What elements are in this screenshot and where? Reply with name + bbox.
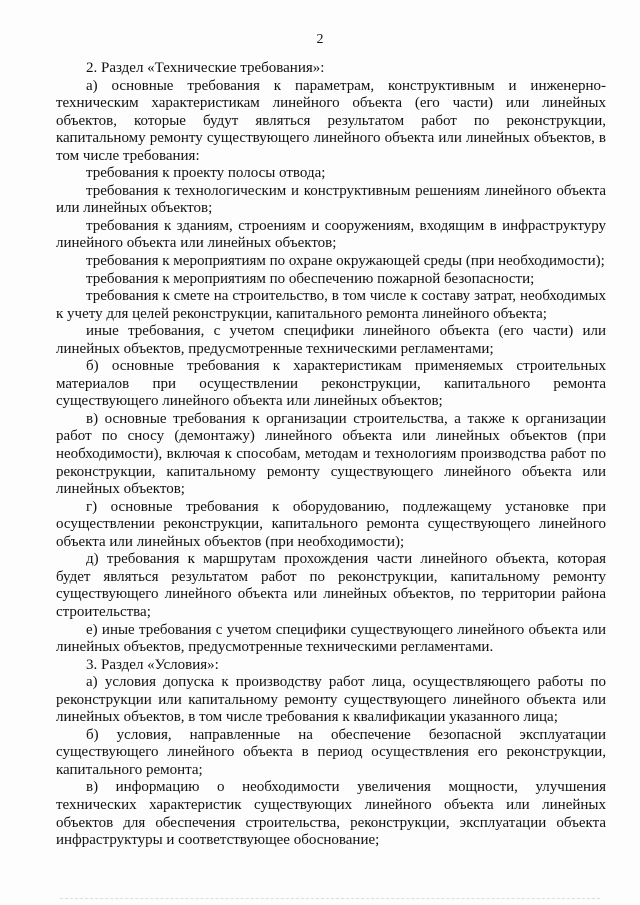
paragraph: а) условия допуска к производству работ лица, осуществляющего работы по реконструкции или капитальному ремонту существующего линейного объекта или линейных объектов, в том числе требования к квалификации указанного лица;: [56, 674, 606, 726]
paragraph: требования к мероприятиям по охране окружающей среды (при необходимости);: [86, 253, 605, 270]
paragraph: г) основные требования к оборудованию, подлежащему установке при осуществлении реконструкции, капитального ремонта существующего линейного объекта или линейных объектов (при необходимости);: [56, 498, 606, 550]
paragraph: в) информацию о необходимости увеличения мощности, улучшения технических характеристик существующих линейного объекта или линейных объектов для обеспечения строительства, реконструкции, эксплуатации объекта инфраструктуры и соответствующее обоснование;: [56, 779, 606, 849]
section-heading-technical: 2. Раздел «Технические требования»:: [86, 60, 325, 76]
paragraph: требования к технологическим и конструктивным решениям линейного объекта или линейных объектов;: [56, 182, 606, 217]
paragraph: е) иные требования с учетом специфики существующего линейного объекта или линейных объектов, предусмотренные техническими регламентами.: [56, 621, 606, 656]
section-heading-conditions: 3. Раздел «Условия»:: [86, 656, 219, 673]
paragraph: иные требования, с учетом специфики линейного объекта (его части) или линейных объектов, предусмотренные техническими регламентами;: [56, 323, 606, 357]
page-number: 2: [316, 32, 324, 47]
document-body: [56, 60, 606, 850]
paragraph: требования к мероприятиям по обеспечению пожарной безопасности;: [86, 270, 535, 287]
paragraph: в) основные требования к организации строительства, а также к организации работ по сносу (демонтажу) линейного объекта или линейных объектов (при необходимости), включая к способам, методам и технологиям производства работ по реконструкции, капитальному ремонту существующего линейного объекта или линейных объектов;: [56, 410, 606, 498]
paragraph: б) условия, направленные на обеспечение безопасной эксплуатации существующего линейного объекта в период осуществления его реконструкции, капитального ремонта;: [56, 726, 606, 778]
paragraph: требования к проекту полосы отвода;: [86, 165, 326, 182]
scan-artifact-line: [60, 898, 600, 901]
paragraph: а) основные требования к параметрам, конструктивным и инженерно-техническим характеристикам линейного объекта (его части) или линейных объектов, которые будут являться результатом работ по реконструкции, капитальному ремонту существующего линейного объекта или линейных объектов, в том числе требования:: [56, 77, 606, 164]
paragraph: требования к смете на строительство, в том числе к составу затрат, необходимых к учету для целей реконструкции, капитального ремонта линейного объекта;: [56, 288, 606, 322]
paragraph: требования к зданиям, строениям и сооружениям, входящим в инфраструктуру линейного объекта или линейных объектов;: [56, 217, 606, 252]
paragraph: д) требования к маршрутам прохождения части линейного объекта, которая будет являться результатом работ по реконструкции, капитальному ремонту существующего линейного объекта или линейных объектов, по территории района строительства;: [56, 551, 606, 620]
paragraph: б) основные требования к характеристикам применяемых строительных материалов при осуществлении реконструкции, капитального ремонта существующего линейного объекта или линейных объектов;: [56, 358, 606, 410]
